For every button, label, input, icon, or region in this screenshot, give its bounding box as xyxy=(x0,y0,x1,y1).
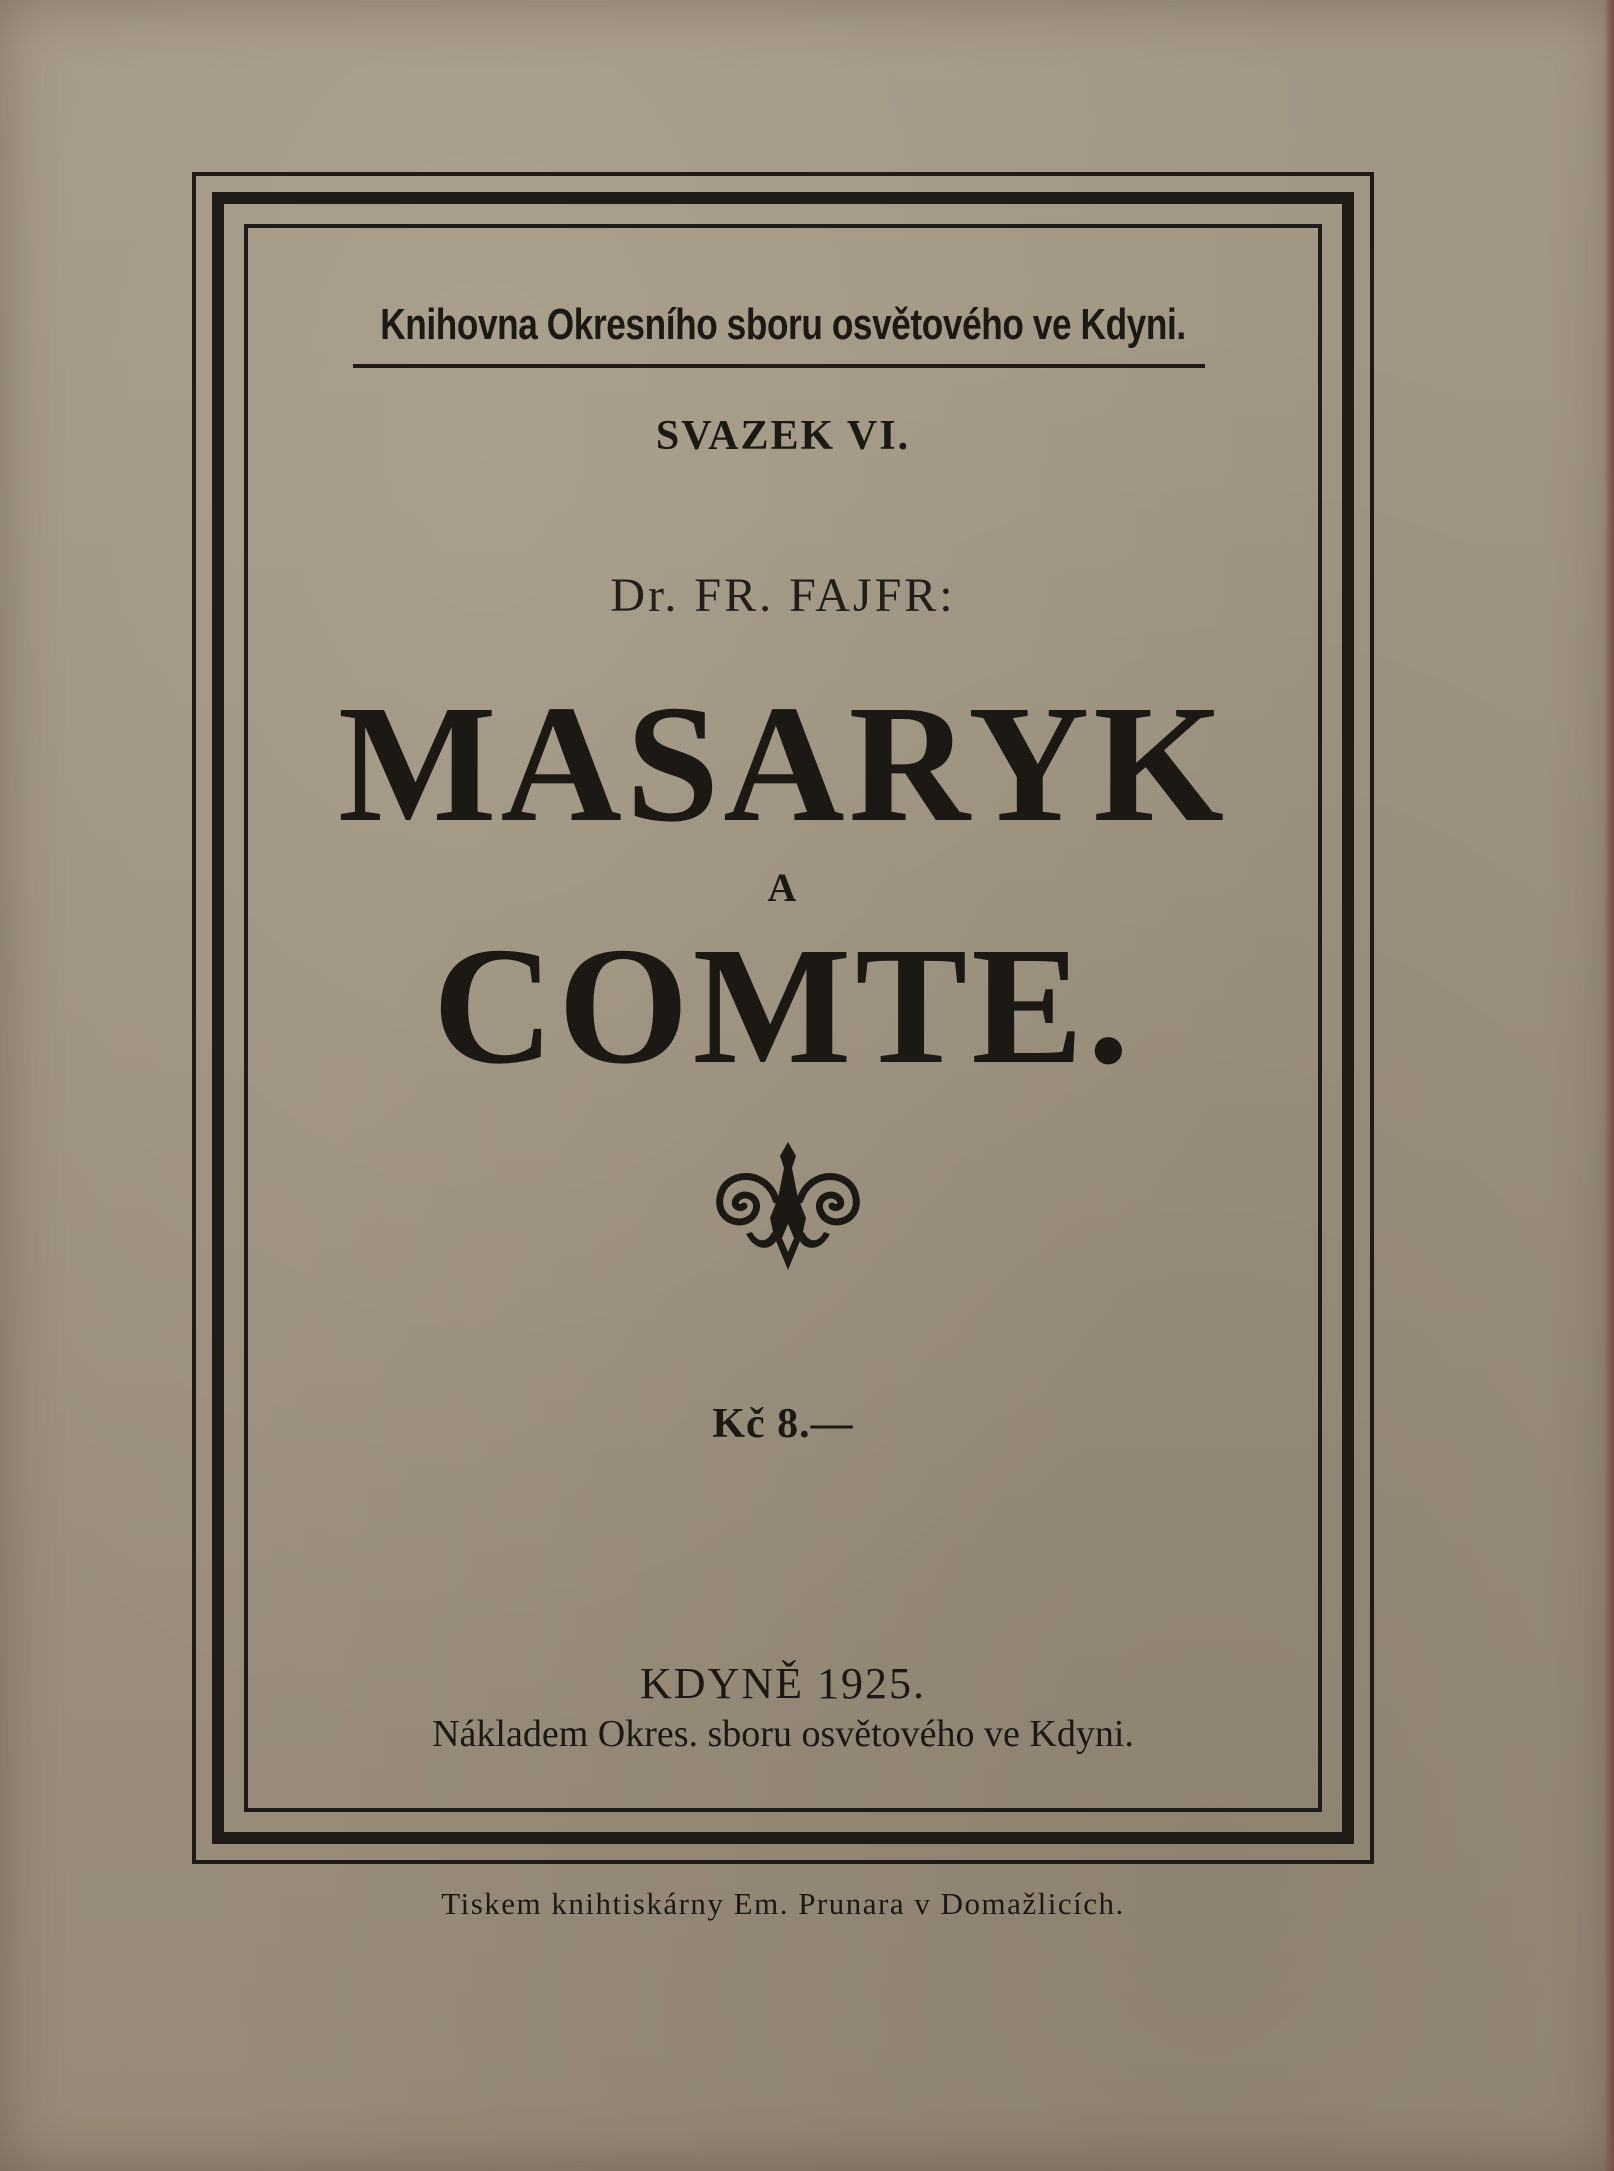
printer-credit: Tiskem knihtiskárny Em. Prunara v Domažlicích. xyxy=(441,1886,1125,1921)
series-title: Knihovna Okresního sboru osvětového ve Kdyni. xyxy=(380,300,1186,349)
place-and-year: KDYNĚ 1925. xyxy=(640,1659,926,1708)
publisher-line: Nákladem Okres. sboru osvětového ve Kdyni. xyxy=(432,1713,1134,1755)
book-title-line-2: A xyxy=(767,865,799,910)
author-name: Dr. FR. FAJFR: xyxy=(610,569,956,622)
book-title-line-3: COMTE. xyxy=(432,913,1134,1099)
series-title-underline xyxy=(353,364,1205,368)
cover-right-edge xyxy=(1604,0,1614,2171)
volume-number: SVAZEK VI. xyxy=(655,413,911,459)
scroll-ornament-icon xyxy=(706,1138,870,1276)
price-label: Kč 8.— xyxy=(712,1401,854,1447)
book-title-line-1: MASARYK xyxy=(337,671,1229,857)
